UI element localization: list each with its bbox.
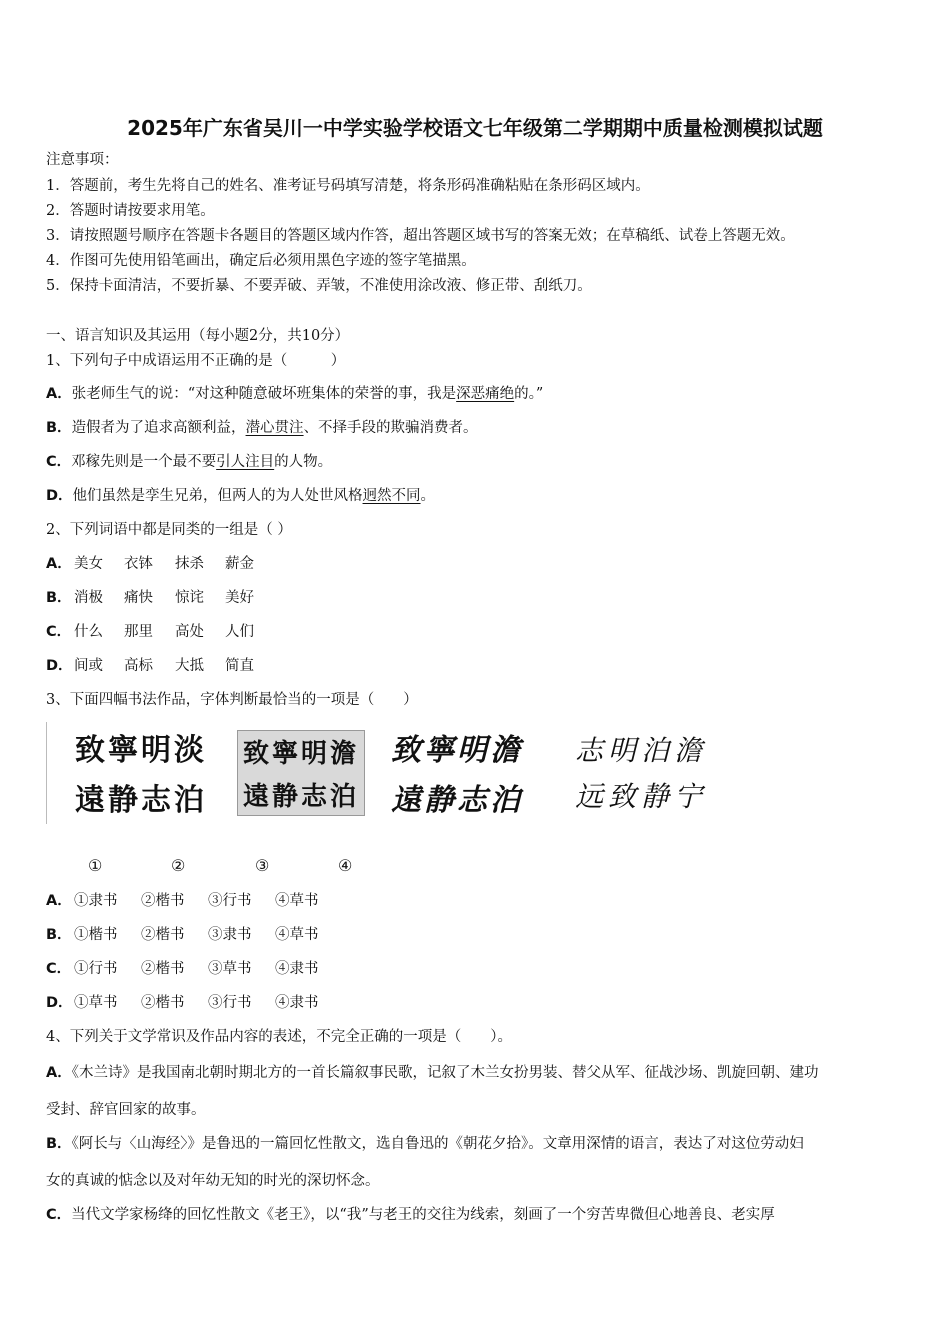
option-text: 当代文学家杨绛的回忆性散文《老王》，以“我”与老王的交往为线索，刻画了一个穷苦卑微但心地善良、老实厚 xyxy=(71,1207,775,1223)
underlined-idiom: 深恶痛绝 xyxy=(456,386,515,402)
option-label: C． xyxy=(46,1207,72,1223)
option-label: C． xyxy=(46,454,72,470)
word: 惊诧 xyxy=(175,590,204,606)
word: 薪金 xyxy=(225,556,254,572)
word: 抹杀 xyxy=(175,556,204,572)
option-label: B． xyxy=(46,420,72,436)
figure-number-1: ① xyxy=(88,856,103,875)
option-text: 、不择手段的欺骗消费者。 xyxy=(303,420,478,436)
word: 高处 xyxy=(175,624,204,640)
word: 间或 xyxy=(74,658,103,674)
option-item: ②楷书 xyxy=(141,961,185,977)
underlined-idiom: 引人注目 xyxy=(216,454,275,470)
calligraphy-line: 遠静志泊 xyxy=(75,783,207,818)
option-text: 邓稼先则是一个最不要 xyxy=(71,454,217,470)
word: 人们 xyxy=(225,624,254,640)
calligraphy-sample-1 xyxy=(71,722,211,822)
notice-item-5: 5．保持卡面清洁，不要折暴、不要弄破、弄皱，不准使用涂改液、修正带、刮纸刀。 xyxy=(46,278,592,294)
calligraphy-line: 遠静志泊 xyxy=(242,782,359,812)
option-item: ②楷书 xyxy=(141,927,185,943)
q4-option-a xyxy=(46,1063,818,1083)
option-item: ④草书 xyxy=(275,927,319,943)
word: 美女 xyxy=(74,556,103,572)
q4-option-b-cont: 女的真诚的惦念以及对年幼无知的时光的深切怀念。 xyxy=(46,1173,380,1189)
calligraphy-line: 致寧明淡 xyxy=(75,733,207,768)
figure-number-2: ② xyxy=(171,856,186,875)
underlined-idiom: 迥然不同 xyxy=(362,488,421,504)
q1-option-c xyxy=(46,452,332,472)
q1-option-b xyxy=(46,418,478,438)
word: 衣钵 xyxy=(124,556,153,572)
option-item: ②楷书 xyxy=(141,995,185,1011)
word: 消极 xyxy=(74,590,103,606)
option-label: B． xyxy=(46,1136,72,1152)
calligraphy-line: 致寧明澹 xyxy=(242,739,359,769)
word: 美好 xyxy=(225,590,254,606)
option-item: ③隶书 xyxy=(208,927,252,943)
option-label: B． xyxy=(46,590,72,606)
figure-number-4: ④ xyxy=(338,856,353,875)
q1-option-a xyxy=(46,384,543,404)
q4-option-c xyxy=(46,1205,775,1225)
calligraphy-sample-2 xyxy=(237,730,365,816)
option-item: ①草书 xyxy=(74,995,118,1011)
q4-stem: 4、下列关于文学常识及作品内容的表述，不完全正确的一项是（ ）。 xyxy=(46,1029,512,1045)
option-text: 张老师生气的说：“对这种随意破坏班集体的荣誉的事，我是 xyxy=(71,386,457,402)
word: 痛快 xyxy=(124,590,153,606)
q3-stem: 3、下面四幅书法作品，字体判断最恰当的一项是（ ） xyxy=(46,692,418,708)
option-item: ①行书 xyxy=(74,961,118,977)
calligraphy-line: 远致静宁 xyxy=(574,780,707,813)
option-item: ④隶书 xyxy=(275,961,319,977)
calligraphy-sample-4 xyxy=(573,722,709,822)
notice-heading: 注意事项： xyxy=(46,152,119,168)
option-text: 。 xyxy=(420,488,436,504)
word: 大抵 xyxy=(175,658,204,674)
option-item: ③草书 xyxy=(208,961,252,977)
calligraphy-figure xyxy=(46,722,707,824)
option-label: C． xyxy=(46,961,72,977)
word: 那里 xyxy=(124,624,153,640)
notice-item-3: 3．请按照题号顺序在答题卡各题目的答题区域内作答，超出答题区域书写的答案无效；在草稿纸、试卷上答题无效。 xyxy=(46,228,795,244)
word: 简直 xyxy=(225,658,254,674)
option-item: ①隶书 xyxy=(74,893,118,909)
option-label: D． xyxy=(46,658,73,674)
figure-number-3: ③ xyxy=(255,856,270,875)
option-label: B． xyxy=(46,927,72,943)
calligraphy-line: 遠静志泊 xyxy=(391,783,523,818)
q4-option-a-cont: 受封、辞官回家的故事。 xyxy=(46,1102,206,1118)
word: 高标 xyxy=(124,658,153,674)
calligraphy-line: 志明泊澹 xyxy=(574,734,707,767)
option-text: 《木兰诗》是我国南北朝时期北方的一首长篇叙事民歌，记叙了木兰女扮男装、替父从军、征战沙场、凯旋回朝、建功 xyxy=(71,1065,819,1081)
option-label: C． xyxy=(46,624,72,640)
option-text: 的人物。 xyxy=(274,454,333,470)
option-label: D． xyxy=(46,995,73,1011)
option-item: ②楷书 xyxy=(141,893,185,909)
q1-stem: 1、下列句子中成语运用不正确的是（ ） xyxy=(46,353,346,369)
option-text: 他们虽然是孪生兄弟，但两人的为人处世风格 xyxy=(72,488,363,504)
option-item: ④隶书 xyxy=(275,995,319,1011)
calligraphy-sample-3 xyxy=(387,722,527,822)
option-label: A． xyxy=(46,1065,72,1081)
option-text: 造假者为了追求高额利益， xyxy=(71,420,246,436)
notice-item-4: 4．作图可先使用铅笔画出，确定后必须用黑色字迹的签字笔描黑。 xyxy=(46,253,476,269)
option-label: A． xyxy=(46,556,72,572)
option-text: 的。” xyxy=(514,386,544,402)
option-item: ①楷书 xyxy=(74,927,118,943)
notice-item-1: 1．答题前，考生先将自己的姓名、准考证号码填写清楚，将条形码准确粘贴在条形码区域内。 xyxy=(46,178,650,194)
q2-stem: 2、下列词语中都是同类的一组是（ ） xyxy=(46,522,292,538)
underlined-idiom: 潜心贯注 xyxy=(245,420,304,436)
option-label: D． xyxy=(46,488,73,504)
option-item: ③行书 xyxy=(208,893,252,909)
option-item: ④草书 xyxy=(275,893,319,909)
word: 什么 xyxy=(74,624,103,640)
option-label: A． xyxy=(46,386,72,402)
calligraphy-line: 致寧明澹 xyxy=(391,733,523,768)
option-text: 《阿长与〈山海经〉》是鲁迅的一篇回忆性散文，选自鲁迅的《朝花夕拾》。文章用深情的语言，表达了对这位劳动妇 xyxy=(71,1136,804,1152)
q4-option-b xyxy=(46,1134,804,1154)
section-heading: 一、语言知识及其运用（每小题2分，共10分） xyxy=(46,328,350,344)
page-title: 2025年广东省吴川一中学实验学校语文七年级第二学期期中质量检测模拟试题 xyxy=(127,116,823,140)
option-item: ③行书 xyxy=(208,995,252,1011)
q1-option-d xyxy=(46,486,435,506)
notice-item-2: 2．答题时请按要求用笔。 xyxy=(46,203,215,219)
option-label: A． xyxy=(46,893,72,909)
